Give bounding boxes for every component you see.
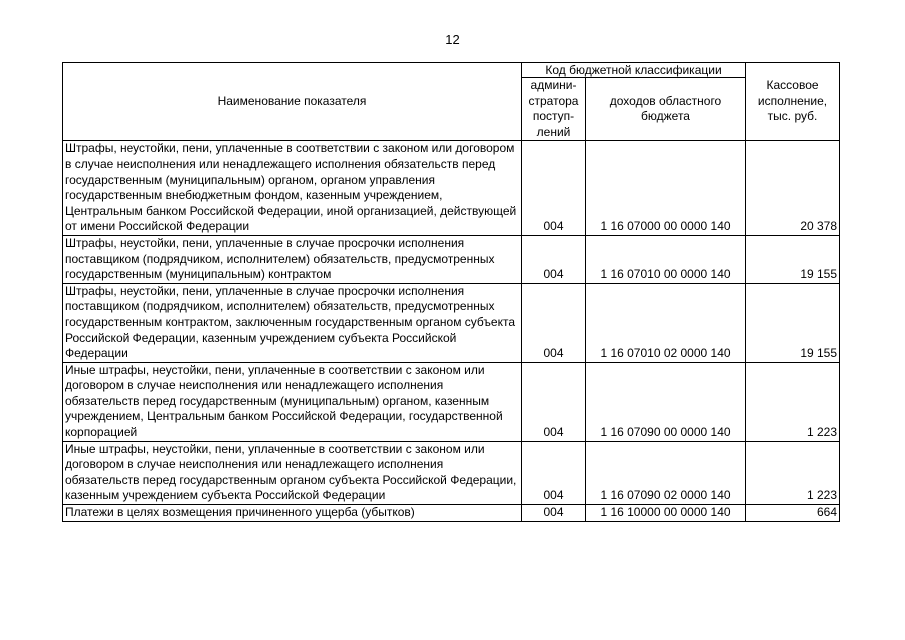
administrator-code-cell: 004 xyxy=(522,505,586,522)
table-row xyxy=(63,235,840,283)
header-revenue-administrator: админи-стратора поступ-лений xyxy=(522,78,586,141)
indicator-name-cell: Штрафы, неустойки, пени, уплаченные в случае просрочки исполнения поставщиком (подрядчиком, исполнителем) обязательств, предусмотренных государственным (муниципальным) контрактом xyxy=(63,235,522,283)
cash-execution-cell: 19 155 xyxy=(746,235,840,283)
indicator-name-cell: Иные штрафы, неустойки, пени, уплаченные в соответствии с законом или договором в случае неисполнения или ненадлежащего исполнения обязательств перед государственным (муниципальным) органом, казенным учреждением, Центральным банком Российской Федерации, государственной корпорацией xyxy=(63,362,522,441)
cash-execution-cell: 664 xyxy=(746,505,840,522)
indicator-name-cell: Штрафы, неустойки, пени, уплаченные в соответствии с законом или договором в случае неисполнения или ненадлежащего исполнения обязательств перед государственным (муниципальным) органом, органом управления государственным внебюджетным фондом, казенным учреждением, Центральным банком Российской Федерации, иной организацией, действующей от имени Российской Федерации xyxy=(63,141,522,236)
cash-execution-cell: 1 223 xyxy=(746,362,840,441)
administrator-code-cell: 004 xyxy=(522,441,586,504)
revenue-code-cell: 1 16 07090 00 0000 140 xyxy=(586,362,746,441)
administrator-code-cell: 004 xyxy=(522,141,586,236)
indicator-name-cell: Иные штрафы, неустойки, пени, уплаченные в соответствии с законом или договором в случае неисполнения или ненадлежащего исполнения обязательств перед государственным органом субъекта Российской Федерации, казенным учреждением субъекта Российской Федерации xyxy=(63,441,522,504)
header-budget-classification-code: Код бюджетной классификации xyxy=(522,63,746,78)
cash-execution-cell: 20 378 xyxy=(746,141,840,236)
cash-execution-cell: 1 223 xyxy=(746,441,840,504)
table-row xyxy=(63,362,840,441)
revenue-code-cell: 1 16 07010 02 0000 140 xyxy=(586,283,746,362)
table-row xyxy=(63,283,840,362)
table-body xyxy=(63,141,840,521)
budget-execution-table xyxy=(62,62,840,522)
header-regional-budget-revenue: доходов областного бюджета xyxy=(586,78,746,141)
revenue-code-cell: 1 16 07010 00 0000 140 xyxy=(586,235,746,283)
indicator-name-cell: Платежи в целях возмещения причиненного ущерба (убытков) xyxy=(63,505,522,522)
header-row-top xyxy=(63,63,840,78)
administrator-code-cell: 004 xyxy=(522,235,586,283)
indicator-name-cell: Штрафы, неустойки, пени, уплаченные в случае просрочки исполнения поставщиком (подрядчиком, исполнителем) обязательств, предусмотренных государственным контрактом, заключенным государственным органом субъекта Российской Федерации, казенным учреждением субъекта Российской Федерации xyxy=(63,283,522,362)
table-header xyxy=(63,63,840,141)
revenue-code-cell: 1 16 10000 00 0000 140 xyxy=(586,505,746,522)
administrator-code-cell: 004 xyxy=(522,362,586,441)
page-number: 12 xyxy=(445,32,460,47)
administrator-code-cell: 004 xyxy=(522,283,586,362)
table-row xyxy=(63,141,840,236)
header-cash-execution: Кассовое исполнение, тыс. руб. xyxy=(746,63,840,141)
revenue-code-cell: 1 16 07000 00 0000 140 xyxy=(586,141,746,236)
table-row xyxy=(63,441,840,504)
table-row xyxy=(63,505,840,522)
header-indicator-name: Наименование показателя xyxy=(63,63,522,141)
revenue-code-cell: 1 16 07090 02 0000 140 xyxy=(586,441,746,504)
cash-execution-cell: 19 155 xyxy=(746,283,840,362)
